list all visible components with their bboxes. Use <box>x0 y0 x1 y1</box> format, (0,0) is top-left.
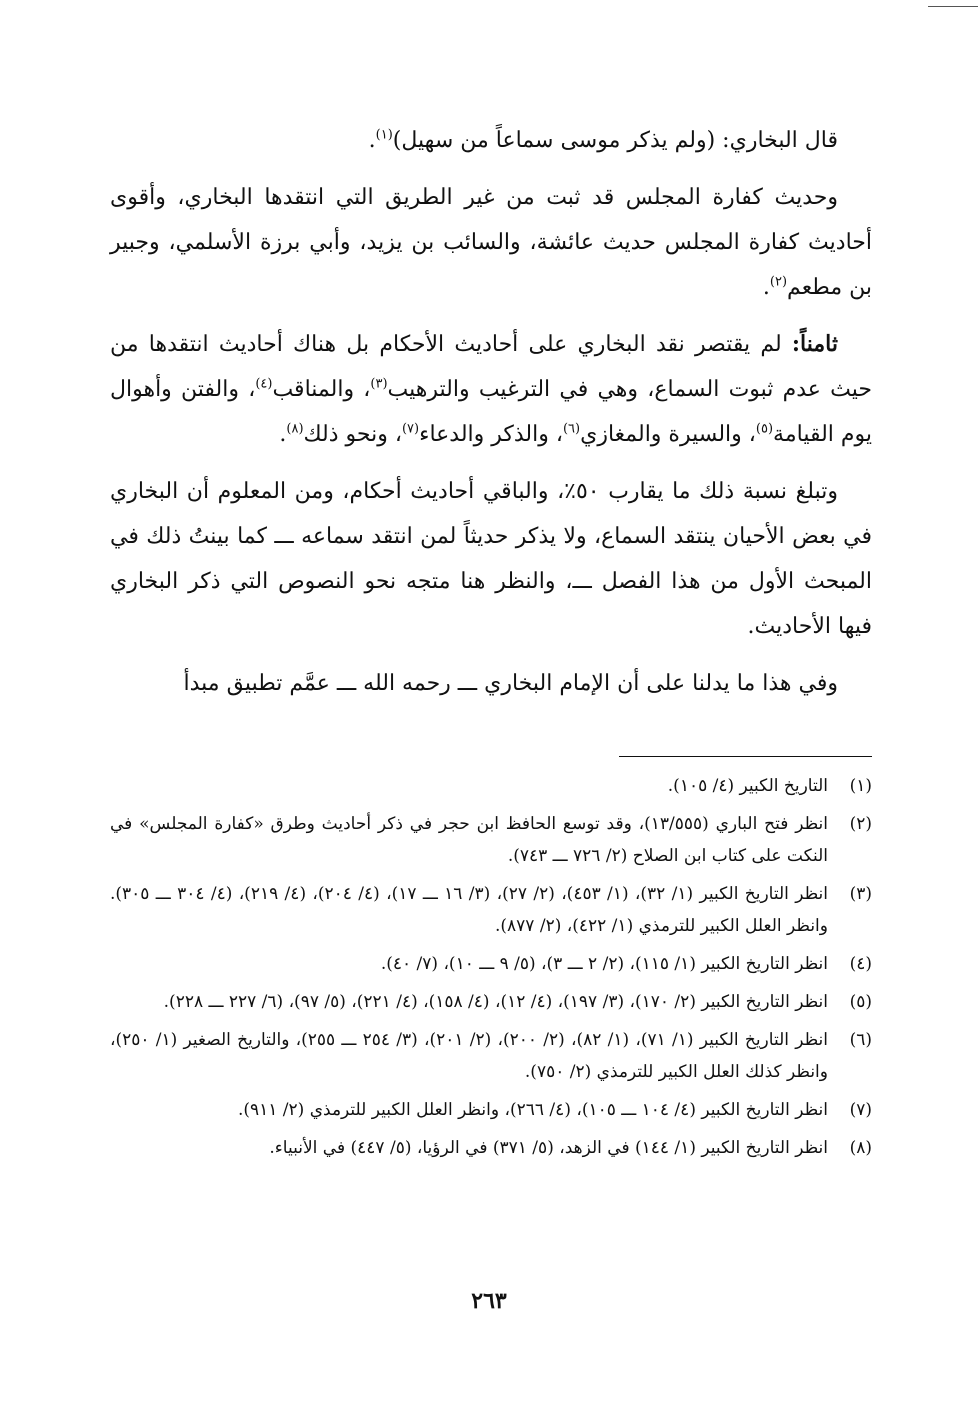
footnote-number: (٤) <box>849 954 872 974</box>
footnote-number: (٧) <box>849 1100 872 1120</box>
footnote-item <box>110 1132 872 1164</box>
paragraph-text: وحديث كفارة المجلس قد ثبت من غير الطريق التي انتقدها البخاري، وأقوى أحاديث كفارة المجلس حديث عائشة، والسائب بن يزيد، وأبي برزة الأسلمي، وجبير بن مطعم <box>110 185 872 300</box>
footnote-item <box>110 878 872 942</box>
corner-scan-mark <box>928 6 978 7</box>
paragraph-tail: . <box>762 275 770 300</box>
footnote-text: انظر التاريخ الكبير (١/ ٧١)، (١/ ٨٢)، (٢/ ٢٠٠)، (٢/ ٢٠١)، (٣/ ٢٥٤ ـــ ٢٥٥)، والتاريخ الصغير (١/ ٢٥٠)، وانظر كذلك العلل الكبير للترمذي (٢/ ٧٥٠). <box>110 1030 828 1082</box>
footnote-number: (٣) <box>849 884 872 904</box>
paragraph-tail: . <box>368 128 376 153</box>
main-text <box>110 118 872 718</box>
footnote-text: انظر التاريخ الكبير (١/ ٣٢)، (١/ ٤٥٣)، (٢/ ٢٧)، (٣/ ١٦ ـــ ١٧)، (٤/ ٢٠٤)، (٤/ ٢١٩)، (٤/ ٣٠٤ ـــ ٣٠٥). وانظر العلل الكبير للترمذي (١/ ٤٢٢)، (٢/ ٨٧٧). <box>110 884 829 936</box>
footnote-item <box>110 770 872 802</box>
paragraph-bukhari-quote <box>110 118 872 163</box>
footnote-number: (٦) <box>849 1030 872 1050</box>
footnote-item <box>110 1024 872 1088</box>
footnote-text: التاريخ الكبير (٤/ ١٠٥). <box>667 776 828 796</box>
paragraph-segment: . <box>279 422 287 447</box>
footnote-item <box>110 986 872 1018</box>
page-number: ٢٦٣ <box>471 1288 507 1314</box>
paragraph-segment: ، ونحو ذلك <box>303 422 402 447</box>
footnote-ref-7[interactable]: (٧) <box>401 421 420 437</box>
footnote-ref-2[interactable]: (٢) <box>769 274 788 290</box>
footnote-text: انظر فتح الباري (١٣/٥٥٥)، وقد توسع الحافظ ابن حجر في ذكر أحاديث وطرق «كفارة المجلس» في النكت على كتاب ابن الصلاح (٢/ ٧٢٦ ـــ ٧٤٣). <box>110 814 828 866</box>
footnote-text: انظر التاريخ الكبير (٤/ ١٠٤ ـــ ١٠٥)، (٤/ ٢٦٦)، وانظر العلل الكبير للترمذي (٢/ ٩١١). <box>237 1100 828 1120</box>
section-lead-thamin: ثامناً: <box>791 331 838 357</box>
footnote-ref-8[interactable]: (٨) <box>286 421 304 437</box>
paragraph-segment: ، والسيرة والمغازي <box>580 422 756 447</box>
paragraph-kaffarat-majlis <box>110 175 872 310</box>
footnote-item <box>110 808 872 872</box>
paragraph-segment: لم يقتصر نقد البخاري على أحاديث الأحكام بل هناك أحاديث انتقدها من حيث عدم ثبوت السماع، وهي في الترغيب والترهيب <box>110 332 872 402</box>
paragraph-segment: ، والفتن وأهوال يوم القيامة <box>110 377 872 447</box>
paragraph-thamin <box>110 322 872 457</box>
paragraph-nisba: وتبلغ نسبة ذلك ما يقارب ٥٠٪، والباقي أحاديث أحكام، ومن المعلوم أن البخاري في بعض الأحيان ينتقد السماع، ولا يذكر حديثاً لمن انتقد سماعه ـــ كما بينتُ ذلك في المبحث الأول من هذا الفصل ـــ، والنظر هنا متجه نحو النصوص التي ذكر البخاري فيها الأحاديث. <box>110 479 872 639</box>
footnote-number: (١) <box>849 776 872 796</box>
footnote-ref-5[interactable]: (٥) <box>755 421 774 437</box>
footnote-item <box>110 1094 872 1126</box>
paragraph-last: وفي هذا ما يدلنا على أن الإمام البخاري ـــ رحمه الله ـــ عمَّم تطبيق مبدأ <box>183 671 838 696</box>
footnote-ref-6[interactable]: (٦) <box>562 421 581 437</box>
footnote-item <box>110 948 872 980</box>
paragraph-text: قال البخاري: (ولم يذكر موسى سماعاً من سهيل) <box>392 128 838 153</box>
footnote-number: (٥) <box>849 992 872 1012</box>
paragraph-segment: ، والمناقب <box>272 377 371 402</box>
footnote-text: انظر التاريخ الكبير (١/ ١٤٤) في الزهد، (٥/ ٣٧١) في الرؤيا، (٥/ ٤٤٧) في الأنبياء. <box>269 1138 828 1158</box>
footnote-text: انظر التاريخ الكبير (٢/ ١٧٠)، (٣/ ١٩٧)، (٤/ ١٢)، (٤/ ١٥٨)، (٤/ ٢٢١)، (٥/ ٩٧)، (٦/ ٢٢٧ ـــ ٢٢٨). <box>163 992 828 1012</box>
footnote-number: (٢) <box>849 814 872 834</box>
footnotes <box>110 770 872 1170</box>
footnote-ref-3[interactable]: (٣) <box>370 376 388 392</box>
footnote-ref-1[interactable]: (١) <box>375 127 393 143</box>
paragraph-segment: ، والذكر والدعاء <box>419 422 563 447</box>
footnote-text: انظر التاريخ الكبير (١/ ١١٥)، (٢/ ٢ ـــ ٣)، (٥/ ٩ ـــ ١٠)، (٧/ ٤٠). <box>380 954 828 974</box>
footnote-number: (٨) <box>849 1138 872 1158</box>
footnote-ref-4[interactable]: (٤) <box>255 376 273 392</box>
footnote-separator <box>619 756 872 757</box>
